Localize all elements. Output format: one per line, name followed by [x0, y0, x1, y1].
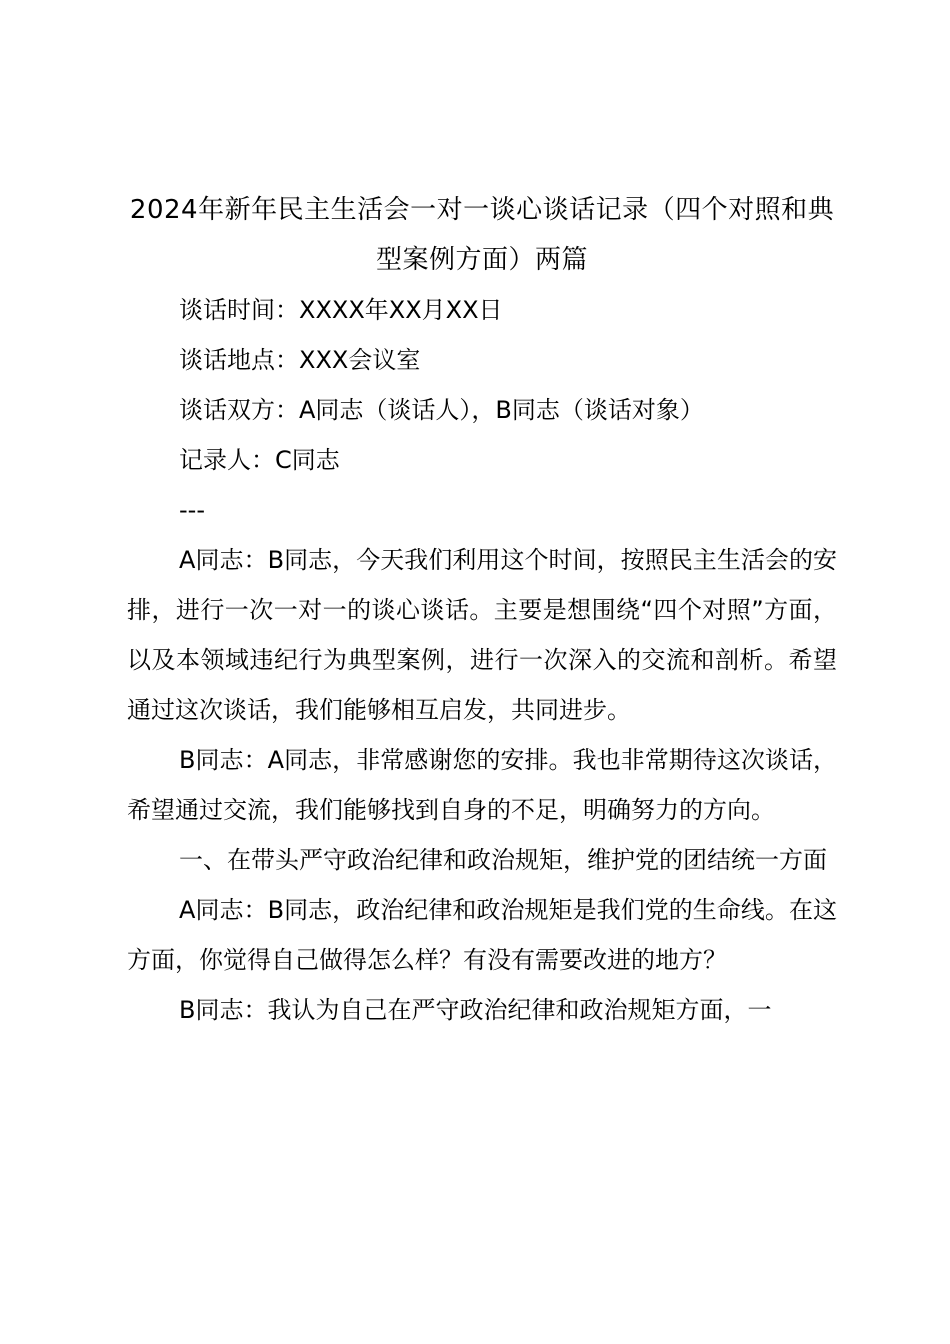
meta-separator: --- [179, 496, 205, 524]
paragraph-a-opening: A同志：B同志，今天我们利用这个时间，按照民主生活会的安排，进行一次一对一的谈心谈话。主要是想围绕“四个对照”方面，以及本领域违纪行为典型案例，进行一次深入的交流和剖析。希望通过这次谈话，我们能够相互启发，共同进步。 [127, 546, 837, 724]
meta-place: 谈话地点：XXX会议室 [179, 346, 421, 374]
paragraph-b-reply: B同志：A同志，非常感谢您的安排。我也非常期待这次谈话，希望通过交流，我们能够找到自身的不足，明确努力的方向。 [127, 746, 837, 824]
section-heading-1: 一、在带头严守政治纪律和政治规矩，维护党的团结统一方面 [179, 846, 827, 874]
meta-time: 谈话时间：XXXX年XX月XX日 [179, 296, 503, 324]
meta-recorder: 记录人：C同志 [179, 446, 340, 474]
document-title: 2024年新年民主生活会一对一谈心谈话记录（四个对照和典型案例方面）两篇 [129, 195, 835, 275]
document-page [127, 185, 837, 1035]
paragraph-a-question: A同志：B同志，政治纪律和政治规矩是我们党的生命线。在这方面，你觉得自己做得怎么样？有没有需要改进的地方？ [127, 896, 837, 974]
paragraph-b-answer: B同志：我认为自己在严守政治纪律和政治规矩方面，一 [179, 996, 772, 1024]
meta-parties: 谈话双方：A同志（谈话人），B同志（谈话对象） [179, 396, 704, 424]
